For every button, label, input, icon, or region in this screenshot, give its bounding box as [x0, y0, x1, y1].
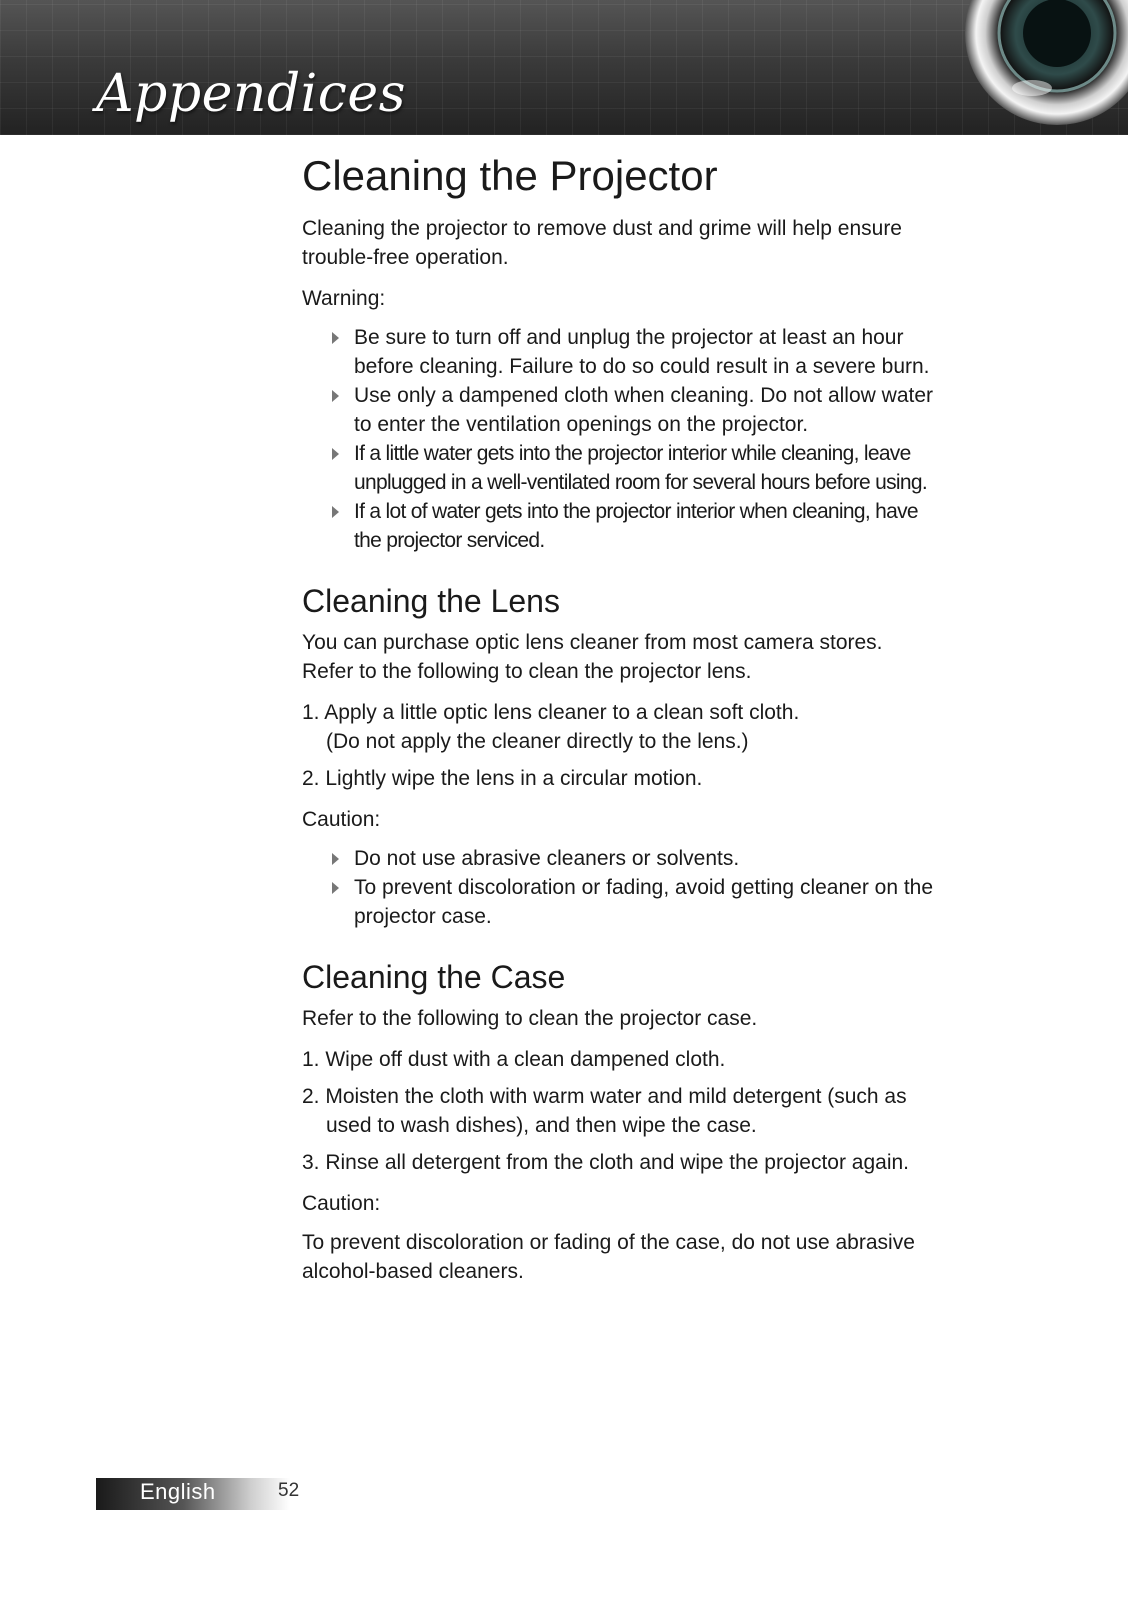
triangle-bullet-icon [332, 853, 339, 865]
warning-label: Warning: [302, 287, 386, 310]
section-title-cleaning-lens: Cleaning the Lens [302, 583, 560, 619]
case-caution-text [302, 1228, 1022, 1286]
page-number: 52 [278, 1480, 300, 1501]
case-caution-line2: alcohol-based cleaners. [302, 1260, 524, 1283]
triangle-bullet-icon [332, 882, 339, 894]
list-item [302, 1045, 1022, 1074]
section1-intro-line1: Cleaning the projector to remove dust and grime will help ensure [302, 217, 902, 240]
list-item [302, 764, 1022, 793]
step-line: 2. Lightly wipe the lens in a circular motion. [302, 767, 703, 790]
triangle-bullet-icon [332, 390, 339, 402]
lens-steps [302, 698, 1022, 793]
caution-label: Caution: [302, 808, 381, 831]
bullet-line: Use only a dampened cloth when cleaning. Do not allow water [354, 384, 934, 407]
triangle-bullet-icon [332, 506, 339, 518]
step-line: used to wash dishes), and then wipe the case. [326, 1114, 757, 1137]
list-item [328, 873, 1022, 931]
triangle-bullet-icon [332, 332, 339, 344]
case-caution-line1: To prevent discoloration or fading of the case, do not use abrasive [302, 1231, 915, 1254]
list-item [302, 698, 1022, 756]
section1-intro [302, 214, 1022, 272]
bullet-line: To prevent discoloration or fading, avoid getting cleaner on the [354, 876, 934, 899]
section2-intro-line1: You can purchase optic lens cleaner from most camera stores. [302, 631, 883, 654]
bullet-line: If a lot of water gets into the projector interior when cleaning, have [354, 500, 918, 523]
projector-lens-icon [962, 0, 1128, 128]
list-item [302, 1082, 1022, 1140]
bullet-line: before cleaning. Failure to do so could result in a severe burn. [354, 355, 930, 378]
case-caution-label: Caution: [302, 1192, 381, 1215]
triangle-bullet-icon [332, 448, 339, 460]
section-title-cleaning-projector: Cleaning the Projector [302, 152, 718, 199]
warning-list [302, 323, 1022, 555]
bullet-line: Do not use abrasive cleaners or solvents. [354, 847, 740, 870]
section-title-cleaning-case: Cleaning the Case [302, 959, 566, 995]
header-title: Appendices [96, 64, 406, 124]
page-header [0, 0, 1128, 135]
section2-intro-line2: Refer to the following to clean the projector lens. [302, 660, 752, 683]
section3-intro: Refer to the following to clean the projector case. [302, 1007, 758, 1030]
case-steps [302, 1045, 1022, 1177]
caution-list [302, 844, 1022, 931]
list-item [328, 381, 1022, 439]
step-line: 3. Rinse all detergent from the cloth and wipe the projector again. [302, 1151, 910, 1174]
bullet-line: the projector serviced. [354, 529, 545, 552]
list-item [328, 497, 1022, 555]
step-line: 1. Wipe off dust with a clean dampened cloth. [302, 1048, 726, 1071]
bullet-line: unplugged in a well-ventilated room for several hours before using. [354, 471, 927, 494]
step-line: 1. Apply a little optic lens cleaner to a clean soft cloth. [302, 701, 800, 724]
step-line: 2. Moisten the cloth with warm water and mild detergent (such as [302, 1085, 907, 1108]
section2-intro [302, 628, 1022, 686]
footer-language: English [140, 1479, 216, 1504]
section1-intro-line2: trouble-free operation. [302, 246, 509, 269]
list-item [302, 1148, 1022, 1177]
list-item [328, 844, 1022, 873]
bullet-line: Be sure to turn off and unplug the projector at least an hour [354, 326, 904, 349]
list-item [328, 439, 1022, 497]
step-line: (Do not apply the cleaner directly to the lens.) [326, 730, 749, 753]
bullet-line: to enter the ventilation openings on the projector. [354, 413, 809, 436]
list-item [328, 323, 1022, 381]
bullet-line: If a little water gets into the projector interior while cleaning, leave [354, 442, 911, 465]
page-content [302, 152, 1022, 1298]
bullet-line: projector case. [354, 905, 492, 928]
